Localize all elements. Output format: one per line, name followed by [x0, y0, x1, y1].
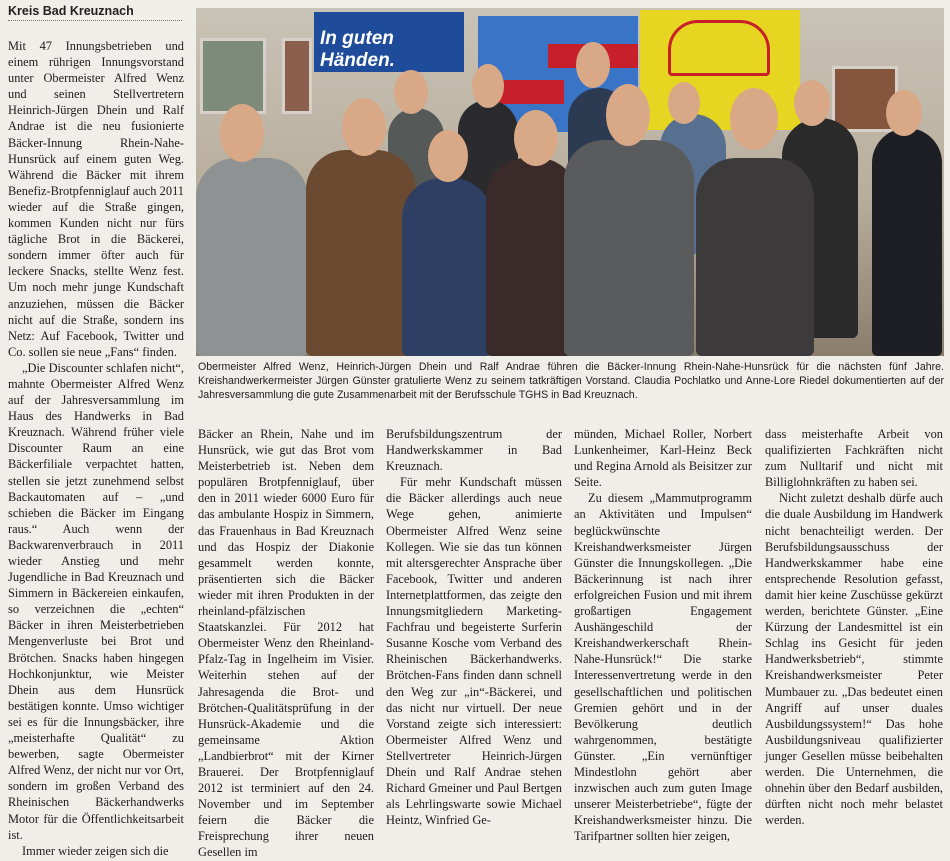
paragraph: Zu diesem „Mammutprogramm an Aktivitäten und Impulsen“ beglückwünschte Kreishandwerksmeister Jürgen Günster die Innungskollegen. „Die Bäckerinnung ist nach ihrer erfolgreichen Fusion und mit ihrem großartigen Engagement Aushängeschild der Kreishandwerkerschaft Rhein-Nahe-Hunsrück!“ Die starke Interessenvertretung werde in den gesellschaftlichen und politischen Gremien gehört und in der Bevölkerung deutlich wahrgenommen, bestätigte Günster. „Ein vernünftiger Mindestlohn gehört aber inzwischen auch zum guten Image unserer Meisterbetriebe“, fügte der Kreishandwerksmeister hinzu. Die Tarifpartner sollten hier zeigen, [574, 491, 752, 844]
paragraph: „Die Discounter schlafen nicht“, mahnte Obermeister Alfred Wenz auf der Jahresversammlung im Haus des Handwerks in Bad Kreuznach. Während früher viele Discounter Raum an eine Bäckerfiliale verpachtet hatten, stellen sie jetzt zunehmend selbst Backautomaten auf – „und schieben die Bäcker im Eingang raus.“ Auch wenn der Backwarenverbrauch in 2011 wieder Anstieg und mehr Jugendliche in Bad Kreuznach und Simmern in Bäckereien einkaufen, so verzeichnen die „echten“ Bäcker in ihren Meisterbetrieben Mengenverluste bei Brot und Brötchen. Snacks haben hingegen Hochkonjunktur, wie Meister Dhein aus dem Hunsrück bestätigen konnte. Umso wichtiger sei es für die Innungsbäcker, ihre „meisterhafte Qualität“ zu bewerben, sagte Obermeister Alfred Wenz, der nicht nur vor Ort, sondern im großen Verband des Rheinischen Bäckerhandwerks Motor für die Öffentlichkeitsarbeit ist. [8, 360, 184, 842]
article-column-5 [765, 426, 943, 828]
wall-poster [282, 38, 312, 114]
group-photo [196, 8, 944, 356]
banner-in-guten-haenden [314, 12, 464, 72]
section-label: Kreis Bad Kreuznach [8, 4, 182, 21]
article-column-3 [386, 426, 562, 828]
article-column-1 [8, 38, 184, 858]
paragraph: münden, Michael Roller, Norbert Lunkenheimer, Karl-Heinz Beck und Regina Arnold als Beisitzer zur Seite. [574, 427, 752, 490]
paragraph: Für mehr Kundschaft müssen die Bäcker allerdings auch neue Wege gehen, animierte Obermeister Alfred Wenz seine Kollegen. Wie sie das tun können mit altersgerechter Ansprache über Facebook, Twitter und anderen Internetplattformen, das zeigte den Innungsmitgliedern Marketing-Fachfrau und begeisterte Surferin Susanne Kosche vom Verband des Rheinischen Bäckerhandwerks. Brötchen-Fans finden dann schnell den Weg zur „in“-Bäckerei, und das nicht nur virtuell. Der neue Vorstand zeigte sich interessiert: Obermeister Alfred Wenz und Stellvertreter Heinrich-Jürgen Dhein und Ralf Andrae stehen Richard Gmeiner und Paul Bertgen als Lehrlingswarte sowie Michael Heintz, Winfried Ge- [386, 475, 562, 828]
wall-poster [200, 38, 266, 114]
paragraph: Mit 47 Innungsbetrieben und einem rührigen Innungsvorstand unter Obermeister Alfred Wenz und seinen Stellvertretern Heinrich-Jürgen Dhein und Ralf Andrae ist die neu fusionierte Bäcker-Innung Rhein-Nahe-Hunsrück auf einem guten Weg. Während die Bäcker mit ihrem Benefiz-Brotpfenniglauf auch 2011 wieder auf die Straße gingen, kommen Kunden nicht nur fürs tägliche Brot in die Bäckerei, sondern immer öfter auch für leckere Snacks, stellte Wenz fest. Um noch mehr junge Kundschaft anzuziehen, müssen die Bäcker nicht auf die Straße, sondern ins Netz: Auf Facebook, Twitter und Co. sollen sie neue „Fans“ finden. [8, 39, 184, 359]
article-column-2 [198, 426, 374, 860]
paragraph: Bäcker an Rhein, Nahe und im Hunsrück, wie gut das Brot vom Meisterbetrieb ist. Neben dem populären Brotpfenniglauf, über den in 2011 wieder 6000 Euro für das ambulante Hospiz in Simmern, das Frauenhaus in Bad Kreuznach und das Hospiz der Diakonie gesammelt werden konnte, präsentierten sich die Bäcker wieder mit ihren Produkten in der rheinland-pfälzischen Staatskanzlei. Für 2012 hat Obermeister Wenz den Rheinland-Pfalz-Tag in Ingelheim im Visier. Weiterhin stehen auf der Jahresagenda die Brot- und Brötchen-Qualitätsprüfung in der Hunsrück-Akademie und die gemeinsame Aktion „Landbierbrot“ mit der Kirner Brauerei. Der Brotpfenniglauf 2012 ist terminiert auf den 24. November und im September feiern die Bäcker die Freisprechung ihrer neuen Gesellen im [198, 427, 374, 860]
article-column-4 [574, 426, 752, 844]
paragraph: Berufsbildungszentrum der Handwerkskammer in Bad Kreuznach. [386, 427, 562, 474]
paragraph: Nicht zuletzt deshalb dürfe auch die duale Ausbildung im Handwerk nicht benachteiligt werden. Der Berufsbildungsausschuss der Handwerkskammer habe eine entsprechende Resolution gefasst, damit hier keine Zuschüsse gekürzt werden, berichtete Günster. „Eine Kürzung der Landesmittel ist ein Schlag ins Gesicht für jeden Handwerksbetrieb“, stimmte Kreishandwerksmeister Peter Mumbauer zu. „Das bedeutet einen Angriff auf unser duales Ausbildungssystem!“ Das hohe Ausbildungsniveau qualifizierter junger Gesellen müsse beibehalten werden. Die Unternehmen, die ohnehin über den Bedarf ausbilden, dürften nicht noch mehr belastet werden. [765, 491, 943, 828]
paragraph: dass meisterhafte Arbeit von qualifizierten Fachkräften nicht zum Nulltarif und nicht mit Billiglohnkräften zu haben sei. [765, 427, 943, 490]
paragraph: Immer wieder zeigen sich die [22, 843, 169, 858]
banner-text: In guten Händen. [320, 28, 395, 71]
guild-logo [668, 20, 770, 76]
photo-caption: Obermeister Alfred Wenz, Heinrich-Jürgen Dhein und Ralf Andrae führen die Bäcker-Innung Rhein-Nahe-Hunsrück für die nächsten fünf Jahre. Kreishandwerkermeister Jürgen Günster gratulierte Wenz zu seinem tatkräftigen Vorstand. Claudia Pochlatko und Anne-Lore Riedel dokumentierten auf der Jahresversammlung die gute Zusammenarbeit mit der Berufsschule TGHS in Bad Kreuznach. [198, 361, 944, 402]
